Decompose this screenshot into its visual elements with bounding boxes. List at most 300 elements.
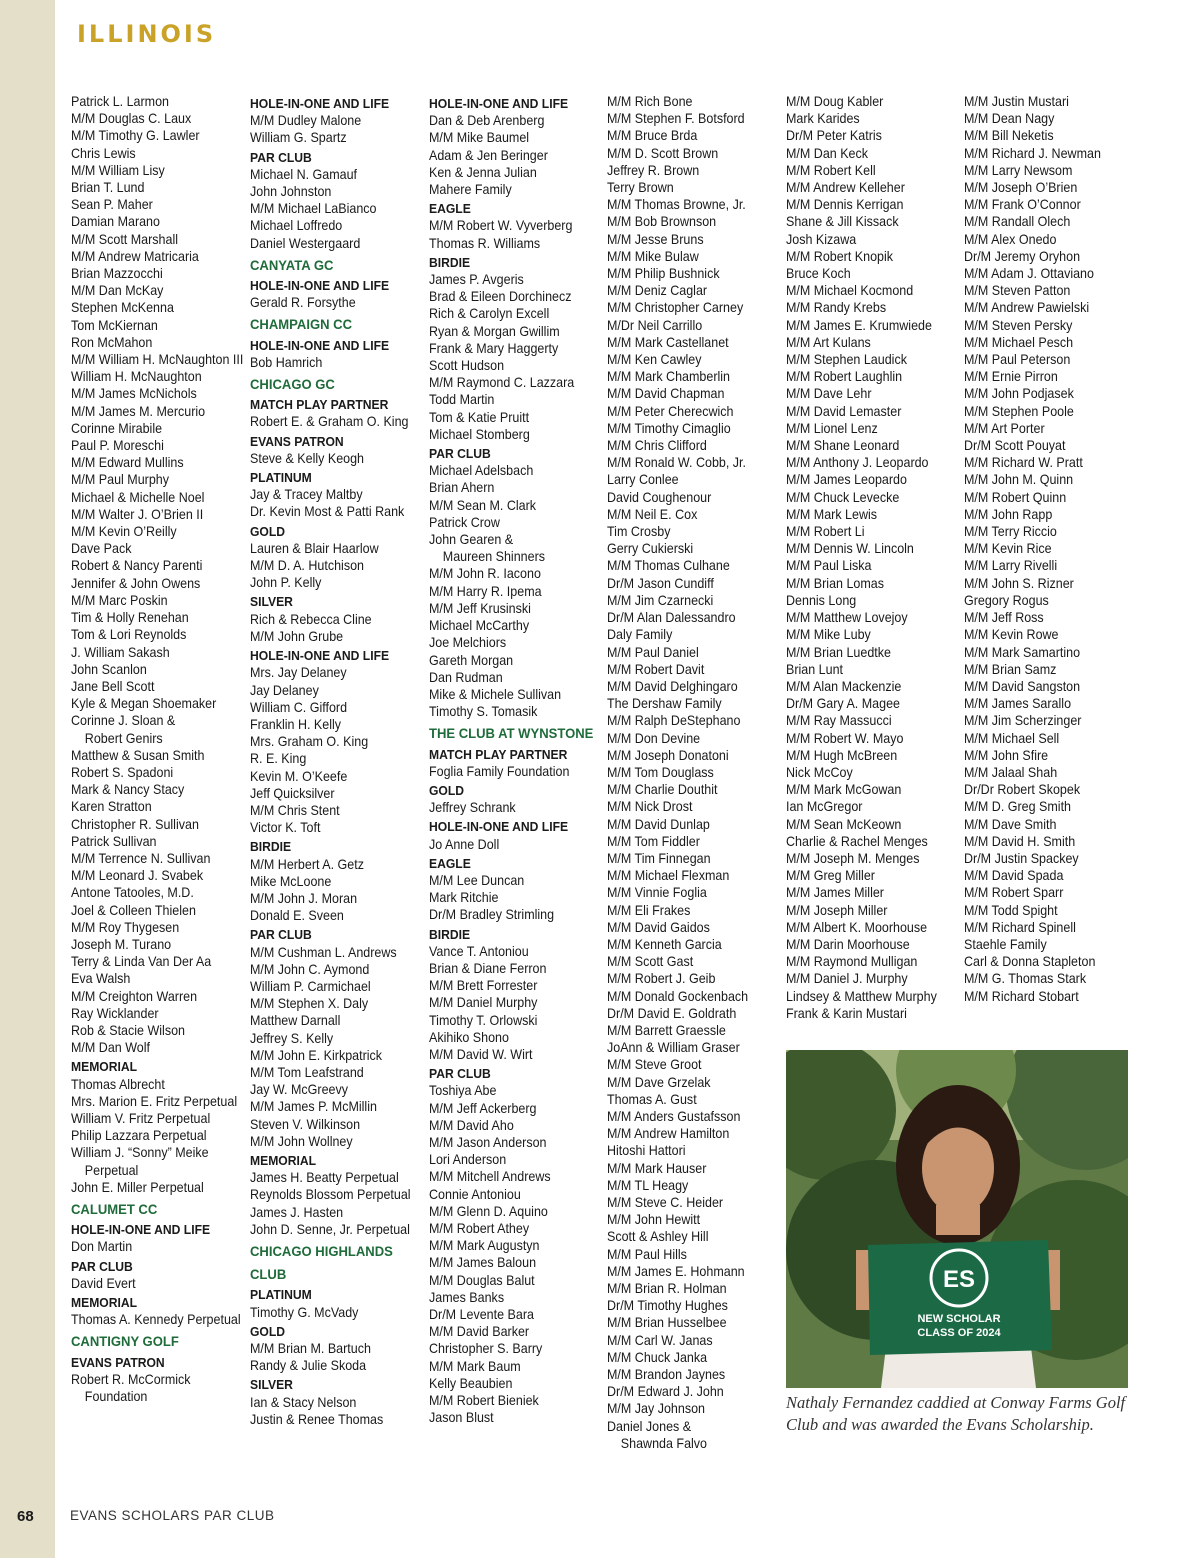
donor-name: Maureen Shinners [442, 549, 546, 565]
donor-name: Frank & Mary Haggerty [429, 340, 559, 356]
donor-name: M/M David Sangston [964, 678, 1081, 694]
donor-name: M/M Robert Sparr [964, 885, 1064, 901]
level-heading: MEMORIAL [250, 1152, 317, 1168]
donor-name: M/M Randall Olech [964, 214, 1071, 230]
donor-name: Patrick Crow [429, 514, 500, 530]
donor-name: Brian T. Lund [71, 180, 145, 196]
donor-name: M/M Robert Li [786, 524, 865, 540]
donor-name: Tom & Lori Reynolds [71, 627, 187, 643]
donor-name: M/M David Barker [429, 1324, 530, 1340]
donor-name: M/M Jesse Bruns [607, 231, 704, 247]
donor-name: Ken & Jenna Julian [429, 164, 537, 180]
donor-name: Rob & Stacie Wilson [71, 1022, 185, 1038]
donor-name: M/M Kevin O’Reilly [71, 524, 177, 540]
donor-name: M/M Brian R. Holman [607, 1281, 727, 1297]
donor-name: M/M Robert Kell [786, 162, 876, 178]
club-heading: CHICAGO HIGHLANDS [250, 1244, 393, 1260]
donor-name: M/M Sean McKeown [786, 816, 902, 832]
donor-name: Ryan & Morgan Gwillim [429, 323, 560, 339]
donor-name: M/M Tom Leafstrand [250, 1064, 364, 1080]
donor-name: Dr/M Peter Katris [786, 128, 882, 144]
donor-name: M/M John Hewitt [607, 1212, 701, 1228]
donor-name: Sean P. Maher [71, 197, 153, 213]
donor-name: M/M Don Devine [607, 730, 701, 746]
flag-text-line-1: NEW SCHOLAR [917, 1313, 1001, 1325]
donor-name: John Johnston [250, 184, 332, 200]
donor-name: Michael McCarthy [429, 618, 530, 634]
donor-name: M/M David Dunlap [607, 816, 710, 832]
donor-name: Charlie & Rachel Menges [786, 833, 928, 849]
level-heading: PLATINUM [250, 470, 312, 486]
donor-name: Philip Lazzara Perpetual [71, 1128, 207, 1144]
donor-name: M/M Andrew Matricaria [71, 248, 199, 264]
donor-name: Tim Crosby [607, 524, 671, 540]
donor-name: Robert E. & Graham O. King [250, 414, 409, 430]
scholar-photo [786, 1050, 1128, 1388]
donor-name: M/M John Grube [250, 628, 344, 644]
donor-name: M/M Mark Augustyn [429, 1238, 540, 1254]
level-heading: GOLD [429, 782, 465, 798]
donor-name: Joe Melchiors [429, 635, 507, 651]
level-heading: PAR CLUB [429, 446, 491, 462]
donor-name: M/M G. Thomas Stark [964, 971, 1087, 987]
donor-name: M/M Dudley Malone [250, 113, 362, 129]
donor-name: James P. Avgeris [429, 272, 524, 288]
donor-name: Tom McKiernan [71, 317, 158, 333]
donor-name: Daly Family [607, 627, 673, 643]
donor-name: M/M Michael Kocmond [786, 283, 914, 299]
donor-name: M/M Creighton Warren [71, 988, 198, 1004]
donor-name: M/M Ronald W. Cobb, Jr. [607, 455, 747, 471]
donor-name: M/M Scott Marshall [71, 231, 179, 247]
donor-name: M/M Ray Massucci [786, 713, 892, 729]
donor-name: Josh Kizawa [786, 231, 857, 247]
donor-name: M/M Kevin Rice [964, 541, 1052, 557]
donor-name: Thomas R. Williams [429, 235, 541, 251]
donor-name: Perpetual [84, 1162, 139, 1178]
donor-name: M/M Deniz Caglar [607, 283, 708, 299]
donor-name: Mark Ritchie [429, 890, 499, 906]
donor-name: M/M Brian Lomas [786, 575, 884, 591]
donor-name: M/M Harry R. Ipema [429, 583, 542, 599]
donor-name: Brian & Diane Ferron [429, 960, 547, 976]
donor-name: M/M Sean M. Clark [429, 497, 537, 513]
donor-name: M/M Hugh McBreen [786, 747, 898, 763]
donor-name: William G. Spartz [250, 130, 347, 146]
donor-name: Carl & Donna Stapleton [964, 954, 1096, 970]
level-heading: SILVER [250, 594, 293, 610]
donor-name: Patrick Sullivan [71, 833, 157, 849]
donor-name: Joel & Colleen Thielen [71, 902, 196, 918]
club-heading: CANYATA GC [250, 257, 334, 274]
donor-name: M/M Christopher Carney [607, 300, 744, 316]
donor-name: M/M Paul Daniel [607, 644, 699, 660]
photo-caption: Nathaly Fernandez caddied at Conway Farms Golf Club and was awarded the Evans Scholarship. [786, 1393, 1126, 1434]
donor-name: David Coughenour [607, 489, 712, 505]
donor-name: M/M Joseph Donatoni [607, 747, 729, 763]
donor-name: M/M Dennis Kerrigan [786, 197, 904, 213]
donor-name: M/M Timothy G. Lawler [71, 128, 200, 144]
donor-name: Mike & Michele Sullivan [429, 686, 562, 702]
donor-name: Steven V. Wilkinson [250, 1116, 361, 1132]
donor-name: Reynolds Blossom Perpetual [250, 1187, 411, 1203]
publication-title: EVANS SCHOLARS PAR CLUB [70, 1508, 275, 1523]
donor-name: Matthew & Susan Smith [71, 747, 205, 763]
donor-name: William P. Carmichael [250, 978, 371, 994]
donor-name: M/M Robert J. Geib [607, 971, 716, 987]
donor-name: Dr/M Edward J. John [607, 1384, 724, 1400]
donor-name: Michael Adelsbach [429, 463, 534, 479]
donor-name: Robert S. Spadoni [71, 764, 174, 780]
donor-name: Connie Antoniou [429, 1186, 521, 1202]
donor-name: M/M Raymond C. Lazzara [429, 375, 575, 391]
donor-name: M/M Alan Mackenzie [786, 678, 902, 694]
level-heading: HOLE-IN-ONE AND LIFE [71, 1222, 211, 1238]
donor-name: M/M Joseph O’Brien [964, 180, 1078, 196]
donor-name: Adam & Jen Beringer [429, 147, 548, 163]
donor-name: M/M Mark Chamberlin [607, 369, 731, 385]
donor-name: M/M Bill Neketis [964, 128, 1054, 144]
donor-name: M/M Dave Grzelak [607, 1074, 711, 1090]
donor-name: M/M Shane Leonard [786, 438, 900, 454]
donor-name: M/M John Sfire [964, 747, 1049, 763]
club-heading: CANTIGNY GOLF [71, 1334, 179, 1351]
donor-name: John E. Miller Perpetual [71, 1179, 204, 1195]
level-heading: MEMORIAL [71, 1059, 138, 1075]
donor-name: William V. Fritz Perpetual [71, 1110, 211, 1126]
donor-name: M/M Jim Czarnecki [607, 592, 714, 608]
donor-name: Vance T. Antoniou [429, 943, 529, 959]
donor-name: James H. Beatty Perpetual [250, 1170, 399, 1186]
donor-name: M/M David Spada [964, 868, 1064, 884]
donor-name: M/M Mark Hauser [607, 1160, 707, 1176]
donor-name: John Scanlon [71, 661, 147, 677]
donor-name: M/M David Aho [429, 1117, 514, 1133]
donor-name: Joseph M. Turano [71, 936, 172, 952]
donor-name: M/M Alex Onedo [964, 231, 1057, 247]
donor-name: M/M Brian Husselbee [607, 1315, 727, 1331]
donor-name: William J. “Sonny” Meike [71, 1145, 209, 1161]
level-heading: HOLE-IN-ONE AND LIFE [250, 278, 390, 294]
donor-name: Dr/M Bradley Strimling [429, 907, 555, 923]
donor-name: Dr/M Jeremy Oryhon [964, 248, 1081, 264]
donor-name: M/M Tom Douglass [607, 764, 714, 780]
donor-name: M/M Robert Athey [429, 1221, 530, 1236]
donor-name: Dr/M Jason Cundiff [607, 575, 714, 591]
donor-name: M/M Douglas C. Laux [71, 111, 192, 127]
donor-name: Rich & Carolyn Excell [429, 306, 550, 322]
donor-name: M/M John Wollney [250, 1133, 353, 1149]
donor-name: Dr/M David E. Goldrath [607, 1005, 737, 1021]
donor-name: M/M Steve Groot [607, 1057, 702, 1073]
donor-name: M/M TL Heagy [607, 1177, 689, 1193]
donor-name: Shawnda Falvo [620, 1435, 708, 1451]
donor-name: M/M James E. Krumwiede [786, 317, 932, 333]
club-heading: THE CLUB AT WYNSTONE [429, 726, 594, 743]
donor-name: Terry Brown [607, 180, 674, 196]
donor-name: M/M Mark Baum [429, 1358, 521, 1374]
donor-name: Rich & Rebecca Cline [250, 611, 372, 627]
donor-name: Jay W. McGreevy [250, 1082, 348, 1098]
club-heading: CHICAGO GC [250, 377, 335, 394]
donor-name: M/M Vinnie Foglia [607, 885, 707, 901]
donor-name: M/M Walter J. O’Brien II [71, 506, 204, 522]
donor-name: Jane Bell Scott [71, 678, 155, 694]
donor-name: Jeffrey S. Kelly [250, 1030, 334, 1046]
donor-name: Frank & Karin Mustari [786, 1005, 907, 1021]
donor-name: M/M Chris Clifford [607, 438, 707, 454]
donor-name: M/M Dan Keck [786, 145, 869, 161]
level-heading: PLATINUM [250, 1287, 312, 1303]
donor-name: M/M Tom Fiddler [607, 833, 700, 849]
donor-name: Kyle & Megan Shoemaker [71, 696, 217, 712]
donor-name: Mahere Family [429, 182, 512, 198]
donor-name: M/M Robert W. Mayo [786, 730, 904, 746]
level-heading: EVANS PATRON [71, 1354, 165, 1370]
donor-name: M/M Jeff Ross [964, 610, 1044, 626]
donor-name: M/M Greg Miller [786, 868, 875, 884]
level-heading: BIRDIE [429, 254, 471, 270]
donor-name: Jo Anne Doll [429, 836, 500, 852]
donor-name: M/M Dennis W. Lincoln [786, 541, 914, 557]
donor-name: M/M Paul Peterson [964, 352, 1071, 368]
level-heading: HOLE-IN-ONE AND LIFE [250, 648, 390, 664]
flag-logo: ES [942, 1266, 976, 1293]
donor-name: Mike McLoone [250, 873, 332, 889]
donor-name: M/M Jim Scherzinger [964, 713, 1082, 729]
donor-name: M/M Mark Lewis [786, 506, 878, 522]
donor-name: M/M Joseph Miller [786, 902, 888, 918]
donor-name: M/M Edward Mullins [71, 455, 184, 471]
donor-name: M/M Bob Brownson [607, 214, 717, 230]
level-heading: HOLE-IN-ONE AND LIFE [429, 819, 569, 835]
donor-name: M/M Robert Quinn [964, 489, 1067, 505]
donor-name: Scott Hudson [429, 358, 505, 374]
donor-name: M/M Robert W. Vyverberg [429, 218, 573, 234]
donor-name: Dr. Kevin Most & Patti Rank [250, 504, 405, 520]
donor-name: M/M Scott Gast [607, 954, 694, 970]
level-heading: HOLE-IN-ONE AND LIFE [250, 96, 390, 111]
donor-name: Dr/Dr Robert Skopek [964, 782, 1081, 798]
donor-name: M/M Donald Gockenbach [607, 988, 749, 1004]
donor-name: M/M Charlie Douthit [607, 782, 718, 798]
donor-name: Dr/M Alan Dalessandro [607, 610, 736, 626]
level-heading: MEMORIAL [71, 1295, 138, 1311]
donor-name: Corinne J. Sloan & [71, 713, 176, 729]
donor-name: M/M Thomas Browne, Jr. [607, 197, 746, 213]
donor-name: M/M William Lisy [71, 162, 165, 178]
donor-name: Ron McMahon [71, 334, 153, 350]
donor-name: James Banks [429, 1289, 505, 1305]
donor-name: Mark Karides [786, 111, 860, 127]
donor-name: Akihiko Shono [429, 1029, 509, 1045]
donor-name: M/M Doug Kabler [786, 94, 884, 109]
donor-name: John P. Kelly [250, 575, 322, 591]
level-heading: MATCH PLAY PARTNER [429, 746, 568, 762]
club-heading: CHAMPAIGN CC [250, 317, 353, 334]
donor-name: Michael Loffredo [250, 218, 343, 234]
donor-name: James J. Hasten [250, 1204, 344, 1220]
donor-name: Thomas A. Kennedy Perpetual [71, 1312, 241, 1328]
donor-name: Gareth Morgan [429, 652, 514, 668]
donor-name: M/M Larry Rivelli [964, 558, 1058, 574]
donor-name: Stephen McKenna [71, 300, 174, 316]
donor-name: Timothy S. Tomasik [429, 704, 538, 720]
donor-name: M/M David H. Smith [964, 833, 1076, 849]
donor-name: Mrs. Graham O. King [250, 734, 369, 750]
donor-name: M/M Andrew Hamilton [607, 1126, 730, 1142]
donor-name: M/M Peter Cherecwich [607, 403, 734, 419]
donor-name: M/M Kevin Rowe [964, 627, 1059, 643]
donor-name: M/M Stephen Laudick [786, 352, 907, 368]
donor-name: M/M Raymond Mulligan [786, 954, 918, 970]
donor-name: Robert & Nancy Parenti [71, 558, 203, 574]
level-heading: MATCH PLAY PARTNER [250, 397, 389, 413]
donor-name: Ian & Stacy Nelson [250, 1394, 357, 1410]
donor-name: M/M Steven Persky [964, 317, 1073, 333]
donor-name: M/M Douglas Balut [429, 1272, 535, 1288]
donor-name: M/M Brett Forrester [429, 978, 538, 994]
donor-name: Mark & Nancy Stacy [71, 782, 185, 798]
donor-name: Franklin H. Kelly [250, 716, 342, 732]
donor-name: M/M Richard Spinell [964, 919, 1076, 935]
donor-name: M/M Glenn D. Aquino [429, 1203, 548, 1219]
donor-name: Damian Marano [71, 214, 160, 230]
donor-name: Chris Lewis [71, 145, 136, 161]
donor-name: M/M Philip Bushnick [607, 266, 720, 282]
donor-name: Mrs. Marion E. Fritz Perpetual [71, 1093, 238, 1109]
donor-name: M/M Anders Gustafsson [607, 1108, 741, 1124]
donor-name: M/M Michael Flexman [607, 868, 730, 884]
donor-column-4 [607, 93, 787, 1452]
donor-name: M/M Larry Newsom [964, 162, 1073, 178]
donor-name: M/M Nick Drost [607, 799, 693, 815]
donor-name: Ian McGregor [786, 799, 863, 815]
donor-name: David Evert [71, 1275, 136, 1291]
donor-name: M/M David Gaidos [607, 919, 710, 935]
donor-name: M/M Adam J. Ottaviano [964, 266, 1094, 282]
donor-name: M/M Dave Smith [964, 816, 1057, 832]
donor-name: Justin & Renee Thomas [250, 1411, 384, 1427]
donor-name: M/M Chuck Janka [607, 1349, 708, 1365]
donor-name: M/M Mark McGowan [786, 782, 902, 798]
donor-name: Lauren & Blair Haarlow [250, 540, 379, 556]
donor-name: M/M Michael LaBianco [250, 201, 377, 217]
donor-name: M/M Brian M. Bartuch [250, 1341, 371, 1357]
donor-name: Eva Walsh [71, 971, 131, 987]
donor-name: M/M Andrew Kelleher [786, 180, 905, 196]
donor-name: M/M Mike Luby [786, 627, 871, 643]
donor-name: M/M James E. Hohmann [607, 1263, 745, 1279]
donor-name: Dave Pack [71, 541, 132, 557]
donor-name: Don Martin [71, 1239, 133, 1255]
donor-name: M/M Ralph DeStephano [607, 713, 741, 729]
donor-name: M/M James Leopardo [786, 472, 907, 488]
donor-name: M/M Robert Laughlin [786, 369, 903, 385]
donor-name: M/M James M. Mercurio [71, 403, 206, 419]
donor-name: R. E. King [250, 751, 307, 767]
level-heading: PAR CLUB [71, 1258, 133, 1274]
donor-name: Bruce Koch [786, 266, 851, 282]
club-heading: CALUMET CC [71, 1202, 158, 1218]
donor-name: M/M Terrence N. Sullivan [71, 850, 211, 866]
donor-name: M/M Randy Krebs [786, 300, 887, 316]
donor-name: M/M Herbert A. Getz [250, 856, 364, 872]
donor-name: Victor K. Toft [250, 820, 321, 836]
donor-name: Michael Stomberg [429, 426, 530, 442]
donor-name: M/M D. A. Hutchison [250, 558, 364, 574]
donor-name: M/M Rich Bone [607, 94, 693, 109]
donor-name: M/M Chuck Levecke [786, 489, 900, 505]
donor-name: Dan & Deb Arenberg [429, 113, 545, 129]
donor-name: Daniel Westergaard [250, 235, 361, 251]
donor-name: M/M James Miller [786, 885, 884, 901]
donor-name: Tim & Holly Renehan [71, 610, 189, 626]
donor-name: Jason Blust [429, 1410, 494, 1426]
donor-name: The Dershaw Family [607, 696, 722, 712]
donor-name: Christopher R. Sullivan [71, 816, 199, 832]
donor-column-6 [964, 93, 1144, 1005]
donor-name: M/M Mike Baumel [429, 130, 530, 146]
donor-name: Kelly Beaubien [429, 1375, 513, 1391]
donor-column-2 [250, 93, 430, 1428]
donor-column-5 [786, 93, 966, 1022]
donor-column-3 [429, 93, 609, 1426]
donor-name: M/M Robert Knopik [786, 248, 894, 264]
donor-name: M/M Richard Stobart [964, 988, 1079, 1004]
donor-name: M/M Matthew Lovejoy [786, 610, 908, 626]
level-heading: HOLE-IN-ONE AND LIFE [429, 96, 569, 111]
donor-name: Brian Ahern [429, 480, 495, 496]
donor-name: M/M Joseph M. Menges [786, 850, 920, 866]
donor-name: M/M Michael Pesch [964, 334, 1074, 350]
donor-name: M/M David W. Wirt [429, 1046, 533, 1062]
level-heading: SILVER [250, 1377, 293, 1393]
donor-name: M/M Jeff Ackerberg [429, 1100, 537, 1116]
donor-name: Jay Delaney [250, 682, 319, 698]
donor-name: Kevin M. O’Keefe [250, 768, 348, 784]
donor-name: M/M David Delghingaro [607, 678, 738, 694]
donor-name: M/M Albert K. Moorhouse [786, 919, 928, 935]
donor-name: M/M Paul Liska [786, 558, 872, 574]
donor-name: M/M Justin Mustari [964, 94, 1069, 109]
donor-name: Dr/M Gary A. Magee [786, 696, 900, 712]
donor-name: M/M Leonard J. Svabek [71, 868, 204, 884]
donor-name: William H. McNaughton [71, 369, 202, 385]
donor-name: M/M David Lemaster [786, 403, 902, 419]
donor-name: M/M Lee Duncan [429, 872, 525, 888]
donor-name: Robert Genirs [84, 730, 163, 746]
donor-name: M/M David Chapman [607, 386, 725, 402]
donor-name: M/M Kenneth Garcia [607, 936, 722, 952]
scholar-photo-graphic [786, 1050, 1128, 1388]
donor-name: Foglia Family Foundation [429, 763, 570, 779]
donor-name: M/M William H. McNaughton III [71, 352, 244, 368]
donor-name: M/M Todd Spight [964, 902, 1058, 918]
donor-name: M/M Carl W. Janas [607, 1332, 713, 1348]
donor-name: M/M Art Kulans [786, 334, 871, 350]
donor-name: Antone Tatooles, M.D. [71, 885, 194, 901]
donor-name: M/M Jeff Krusinski [429, 600, 531, 616]
donor-name: William C. Gifford [250, 699, 348, 715]
donor-name: M/M Jason Anderson [429, 1134, 547, 1150]
donor-name: Tom & Katie Pruitt [429, 409, 530, 425]
donor-name: Jennifer & John Owens [71, 575, 201, 591]
donor-name: Randy & Julie Skoda [250, 1358, 367, 1374]
donor-name: Gerald R. Forsythe [250, 295, 356, 311]
donor-name: M/M Timothy Cimaglio [607, 420, 731, 436]
donor-name: Jeffrey Schrank [429, 800, 516, 816]
